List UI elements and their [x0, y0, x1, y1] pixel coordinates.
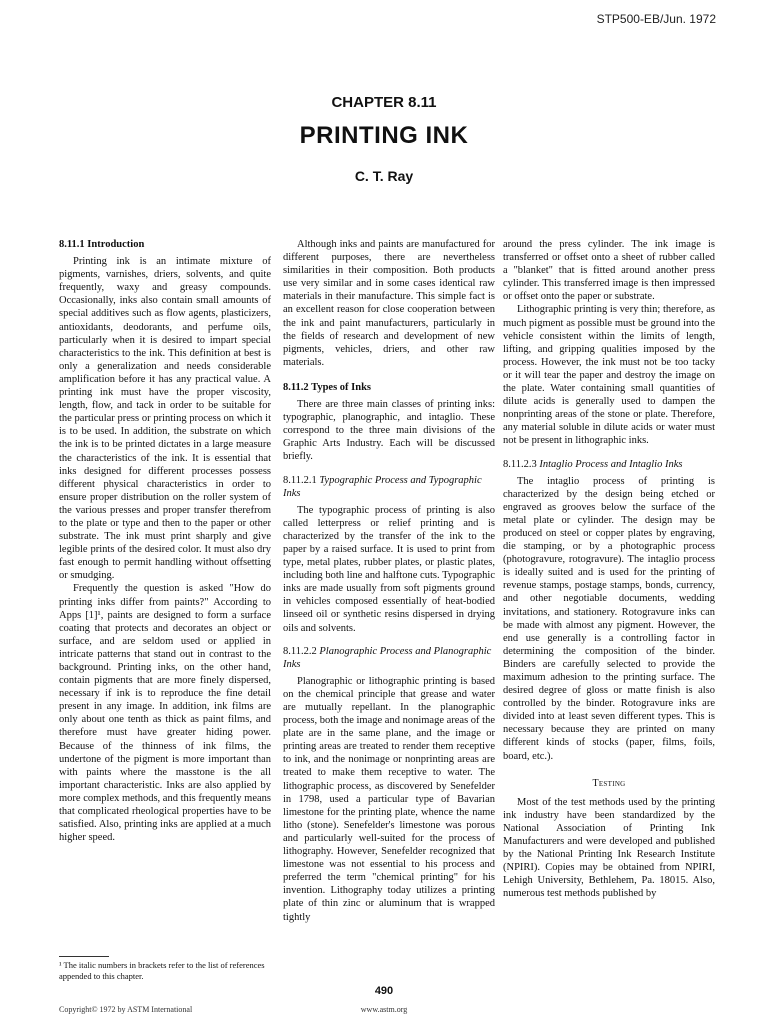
text-column-2	[283, 238, 495, 924]
section-heading-introduction: 8.11.1 Introduction	[59, 239, 145, 250]
paragraph: around the press cylinder. The ink image is transferred or offset onto a sheet of rubber called a "blanket" that is fitted around another press cylinder. This transferred image is then impressed or offset onto the paper or substrate.	[503, 239, 715, 303]
paragraph: Printing ink is an intimate mixture of pigments, varnishes, driers, solvents, and quite frequently, waxy and greasy compounds. Occasionally, inks also contain small amounts of special additives such as flow agents, plasticizers, antioxidants, deodorants, and perfume oils, particularly when it is desired to impart special characteristics to the ink. This definition at best is only a generalization and needs considerable amplification before it has any practical value. A printing ink must have the proper viscosity, length, flow, and tack in order to be suitable for the particular press or printing process on which it is to be used. In addition, the substrate on which the ink is to be printed dictates in a large measure the characteristics of the ink. It is essential that inks designed for different processes possess different physical characteristics in order to ensure proper distribution on the roller system of the various presses and proper transfer therefrom to the plate or type and then to the paper or other substrate. The ink must print sharply and give legible prints of the desired color. It must also dry fast enough to permit handling without offsetting or smudging.	[59, 256, 271, 582]
paragraph: Frequently the question is asked "How do printing inks differ from paints?" According to Apps [1]¹, paints are designed to form a surface coating that protects and decorates an object or surface, and are seldom used or applied in intricate patterns that stand out in contrast to the background. Printing inks, on the other hand, contain pigments that are more finely dispersed, necessary if ink is to reproduce the fine detail present in any image. In addition, ink films are only about one tenth as thick as paint films, and therefore must have greater hiding power. Because of the thinness of ink films, the undertone of the pigment is more important than with paints where the masstone is the all important characteristic. Inks are also applied by more complex methods, and this frequently means that complicated rheological properties have to be satisfied. Also, printing inks are applied at a much higher speed.	[59, 583, 271, 844]
text-column-3	[503, 238, 715, 901]
footnote: ¹ The italic numbers in brackets refer to the list of references appended to this chapter.	[59, 960, 265, 981]
section-heading-types-of-inks: 8.11.2 Types of Inks	[283, 381, 372, 393]
subsection-number: 8.11.2.2	[283, 645, 317, 657]
text-column-1	[59, 238, 271, 844]
paragraph: The intaglio process of printing is characterized by the design being etched or engraved as grooves below the surface of the metal plate or cylinder. The design may be produced on steel or copper plates by engraving, die stamping, or by a photographic process (photogravure, rotogravure). The intaglio process is ideally suited and is used for the printing of revenue stamps, postage stamps, bonds, currency, and other negotiable documents, wedding invitations, and stationery. Rotogravure inks can be made with almost any pigment. However, the end use generally is a controlling factor in determining the composition of the binder. Binders are carefully selected to provide the maximum adhesion to the printing surface. The desired degree of gloss or matte finish is also controlled by the binder. Rotogravure inks are divided into at least seven different types. This is necessary because they are printed on many different kinds of stocks (paper, films, foils, board, etc.).	[503, 475, 715, 762]
subsection-number: 8.11.2.1	[283, 474, 317, 486]
subsection-heading-intaglio	[503, 458, 715, 471]
section-heading-testing: Testing	[592, 777, 626, 789]
subsection-heading-typographic	[283, 474, 495, 500]
subsection-title: Typographic Process and Typographic Inks	[283, 474, 482, 499]
subsection-heading-planographic	[283, 645, 495, 671]
paragraph: There are three main classes of printing inks: typographic, planographic, and intaglio. These correspond to the three main divisions of the Graphic Arts Industry. Each will be discussed briefly.	[283, 399, 495, 463]
paragraph: Most of the test methods used by the printing ink industry have been standardized by the National Association of Printing Ink Manufacturers and were developed and published by the National Printing Ink Research Institute (NPIRI). Copies may be obtained from NPIRI, Lehigh University, Bethlehem, Pa. 18015. Also, numerous test methods published by	[503, 796, 715, 900]
page-number: 490	[374, 985, 394, 997]
subsection-title: Planographic Process and Planographic Inks	[283, 645, 492, 670]
website-link[interactable]: www.astm.org	[360, 1005, 408, 1014]
paragraph: Although inks and paints are manufactured for different purposes, there are nevertheless similarities in their composition. Both products use very similar and in some cases identical raw materials in their manufacture. This simple fact is an excellent reason for close cooperation between the ink and paint manufacturers, particularly in the fields of research and development of new pigments, vehicles, driers, and other raw materials.	[283, 239, 495, 368]
paragraph: Planographic or lithographic printing is based on the chemical principle that grease and water are mutually repellant. In the planographic process, both the image and nonimage areas of the plate are in the same plane, and the image or printing areas are treated to render them receptive to ink, and the nonimage or nonprinting areas are treated to make them receptive to water. The lithographic process, as discovered by Senefelder in 1798, used a particular type of Bavarian limestone for the printing plate, whence the name litho (stone). Senefelder's limestone was porous and particularly well-suited for the process of lithography. However, Senefelder recognized that limestone was not essential to his process and preferred the term "chemical printing" for his invention. Lithography today utilizes a printing plate of thin zinc or aluminum that is wrapped tightly	[283, 675, 495, 923]
subsection-number: 8.11.2.3	[503, 458, 537, 470]
footnote-divider	[59, 956, 109, 957]
subsection-title: Intaglio Process and Intaglio Inks	[539, 458, 683, 470]
copyright-notice: Copyright© 1972 by ASTM International	[59, 1005, 193, 1014]
paragraph: The typographic process of printing is also called letterpress or relief printing and is characterized by the transfer of the ink to the paper by a raised surface. It is used to print from type, metal plates, rubber plates, or plastic plates, including both line and halftone cuts. Typographic inks are made usually from soft pigments ground in vehicles composed essentially of heat-bodied linseed oil or synthetic resins dispersed in drying oils and solvents.	[283, 504, 495, 634]
paragraph: Lithographic printing is very thin; therefore, as much pigment as possible must be ground into the vehicle consistent within the limits of length, lifting, and gripping qualities imposed by the process. However, the ink must not be too tacky or it will tear the paper and destroy the image on the plate. Water containing small quantities of dilute acids is generally used to dampen the nonprinting areas of the stone or plate. Therefore, any material soluble in dilute acids or water must not be present in lithographic inks.	[503, 304, 715, 447]
page-title: PRINTING INK	[299, 122, 469, 149]
chapter-number: CHAPTER 8.11	[331, 94, 437, 111]
document-reference: STP500-EB/Jun. 1972	[596, 12, 716, 26]
author-name: C. T. Ray	[354, 168, 414, 184]
